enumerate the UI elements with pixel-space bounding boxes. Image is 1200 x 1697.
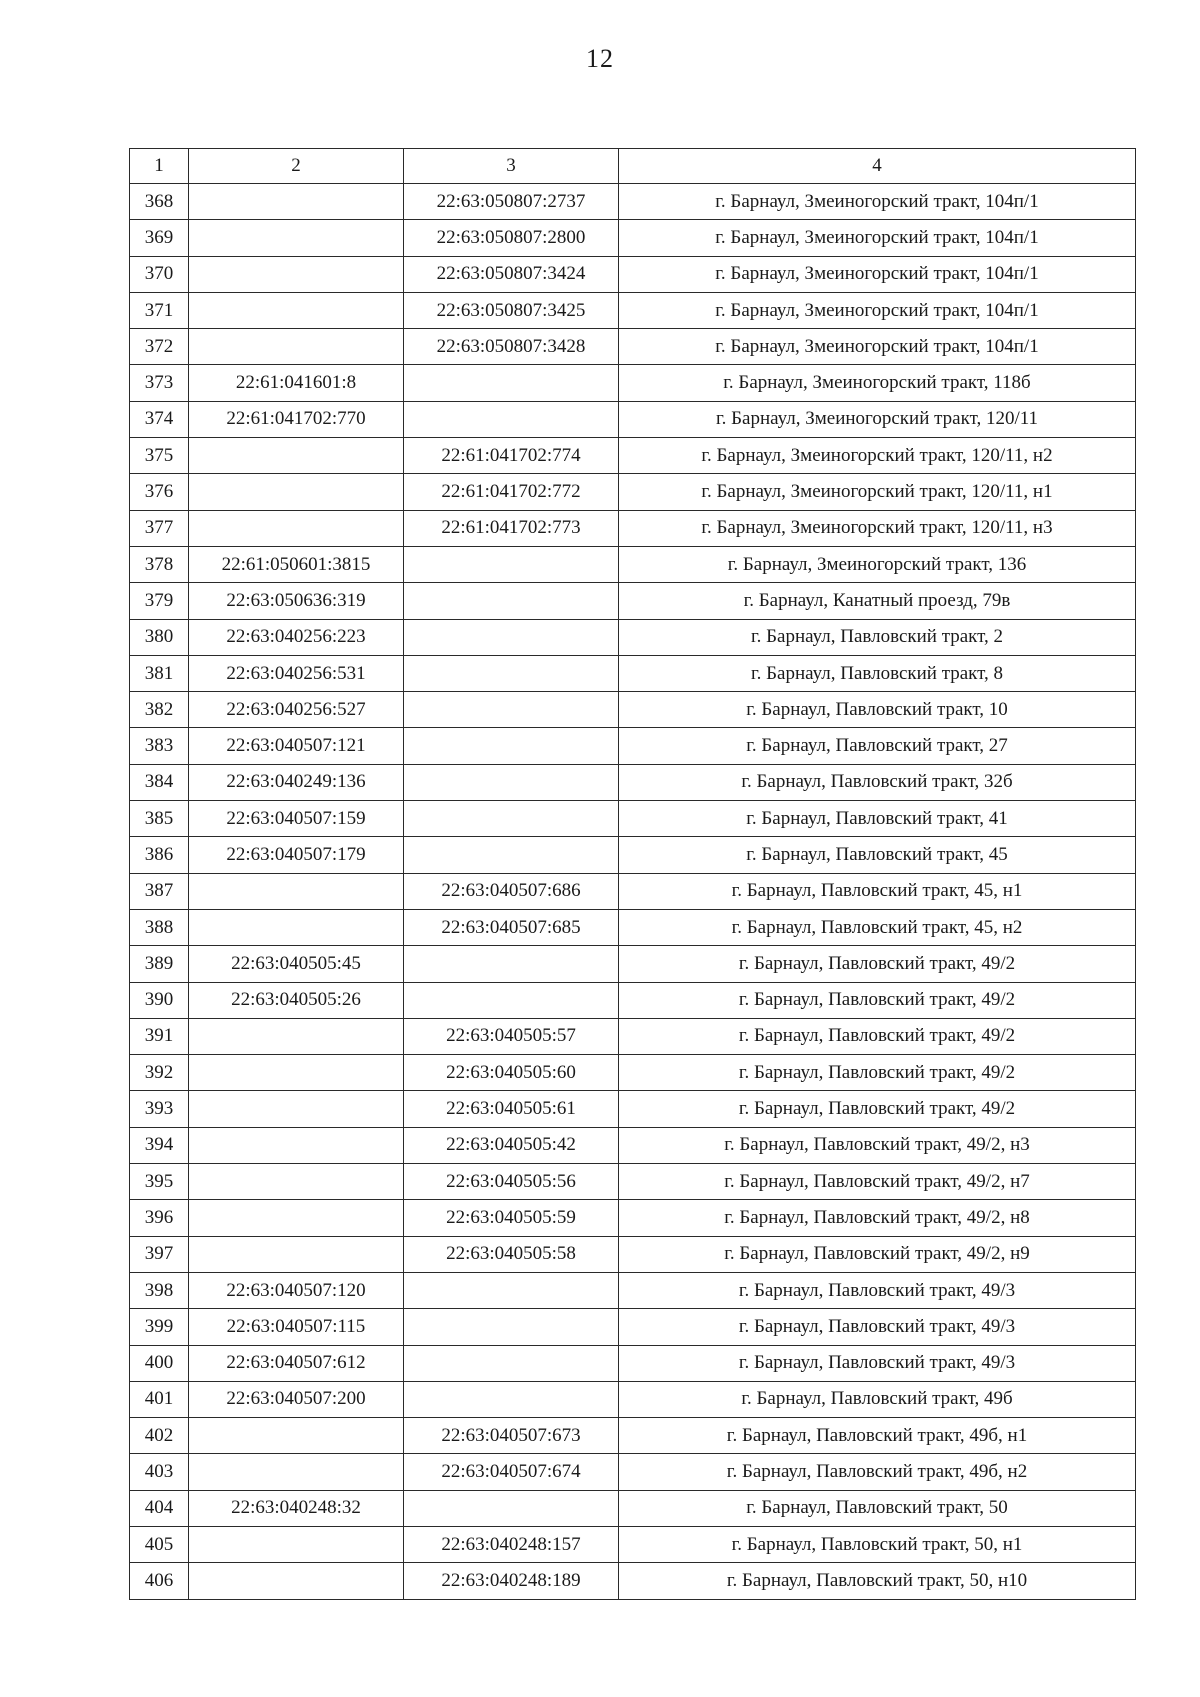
cadastral-number-object-cell: 22:63:040505:42	[404, 1127, 619, 1163]
table-row	[130, 619, 1136, 655]
row-number-cell: 398	[130, 1272, 189, 1308]
address-cell: г. Барнаул, Павловский тракт, 50, н1	[619, 1526, 1136, 1562]
table-row	[130, 728, 1136, 764]
row-number-cell: 390	[130, 982, 189, 1018]
cadastral-number-land-cell: 22:63:040256:223	[189, 619, 404, 655]
cadastral-number-land-cell	[189, 1164, 404, 1200]
cadastral-number-object-cell	[404, 692, 619, 728]
address-cell: г. Барнаул, Змеиногорский тракт, 120/11	[619, 401, 1136, 437]
row-number-cell: 404	[130, 1490, 189, 1526]
address-cell: г. Барнаул, Павловский тракт, 49/2	[619, 982, 1136, 1018]
row-number-cell: 403	[130, 1454, 189, 1490]
table-row	[130, 1164, 1136, 1200]
row-number-cell: 391	[130, 1018, 189, 1054]
row-number-cell: 372	[130, 329, 189, 365]
row-number-cell: 386	[130, 837, 189, 873]
row-number-cell: 371	[130, 292, 189, 328]
table-row	[130, 801, 1136, 837]
header-col-4: 4	[619, 149, 1136, 184]
cadastral-number-object-cell	[404, 1345, 619, 1381]
row-number-cell: 400	[130, 1345, 189, 1381]
address-cell: г. Барнаул, Павловский тракт, 49б, н2	[619, 1454, 1136, 1490]
table-row	[130, 220, 1136, 256]
cadastral-number-land-cell	[189, 1563, 404, 1599]
cadastral-number-land-cell: 22:63:040507:120	[189, 1272, 404, 1308]
address-cell: г. Барнаул, Змеиногорский тракт, 104п/1	[619, 184, 1136, 220]
cadastral-number-land-cell: 22:63:040249:136	[189, 764, 404, 800]
table-row	[130, 873, 1136, 909]
address-cell: г. Барнаул, Павловский тракт, 41	[619, 801, 1136, 837]
cadastral-number-object-cell: 22:63:040505:60	[404, 1055, 619, 1091]
cadastral-number-land-cell	[189, 220, 404, 256]
address-cell: г. Барнаул, Змеиногорский тракт, 136	[619, 546, 1136, 582]
page-number: 12	[586, 44, 614, 73]
table-row	[130, 474, 1136, 510]
cadastral-number-object-cell: 22:61:041702:772	[404, 474, 619, 510]
table-row	[130, 292, 1136, 328]
cadastral-number-object-cell: 22:61:041702:773	[404, 510, 619, 546]
cadastral-number-object-cell: 22:63:040248:157	[404, 1526, 619, 1562]
cadastral-number-land-cell: 22:61:041702:770	[189, 401, 404, 437]
cadastral-number-object-cell	[404, 946, 619, 982]
address-cell: г. Барнаул, Змеиногорский тракт, 120/11, н1	[619, 474, 1136, 510]
cadastral-number-land-cell	[189, 909, 404, 945]
table-row	[130, 1418, 1136, 1454]
cadastral-number-land-cell	[189, 184, 404, 220]
cadastral-number-object-cell: 22:63:040505:61	[404, 1091, 619, 1127]
row-number-cell: 369	[130, 220, 189, 256]
cadastral-number-object-cell	[404, 764, 619, 800]
cadastral-number-land-cell	[189, 1200, 404, 1236]
cadastral-number-object-cell	[404, 365, 619, 401]
cadastral-number-land-cell: 22:63:040256:531	[189, 655, 404, 691]
table-row	[130, 946, 1136, 982]
table-row	[130, 1200, 1136, 1236]
address-cell: г. Барнаул, Змеиногорский тракт, 120/11, н3	[619, 510, 1136, 546]
row-number-cell: 395	[130, 1164, 189, 1200]
row-number-cell: 384	[130, 764, 189, 800]
cadastral-number-land-cell	[189, 1127, 404, 1163]
table-row	[130, 982, 1136, 1018]
row-number-cell: 370	[130, 256, 189, 292]
table-row	[130, 837, 1136, 873]
table-row	[130, 909, 1136, 945]
cadastral-number-land-cell	[189, 438, 404, 474]
row-number-cell: 373	[130, 365, 189, 401]
header-col-2: 2	[189, 149, 404, 184]
address-cell: г. Барнаул, Змеиногорский тракт, 104п/1	[619, 329, 1136, 365]
address-cell: г. Барнаул, Змеиногорский тракт, 120/11, н2	[619, 438, 1136, 474]
address-cell: г. Барнаул, Павловский тракт, 45	[619, 837, 1136, 873]
cadastral-number-object-cell: 22:63:050807:3425	[404, 292, 619, 328]
cadastral-number-land-cell	[189, 474, 404, 510]
address-cell: г. Барнаул, Павловский тракт, 49/2	[619, 1018, 1136, 1054]
table-row	[130, 1127, 1136, 1163]
address-cell: г. Барнаул, Павловский тракт, 2	[619, 619, 1136, 655]
row-number-cell: 389	[130, 946, 189, 982]
cadastral-number-land-cell: 22:63:040256:527	[189, 692, 404, 728]
row-number-cell: 382	[130, 692, 189, 728]
address-cell: г. Барнаул, Павловский тракт, 49/3	[619, 1309, 1136, 1345]
cadastral-number-land-cell	[189, 1418, 404, 1454]
row-number-cell: 396	[130, 1200, 189, 1236]
cadastral-number-object-cell: 22:63:040505:56	[404, 1164, 619, 1200]
cadastral-number-land-cell: 22:61:050601:3815	[189, 546, 404, 582]
cadastral-number-object-cell	[404, 728, 619, 764]
cadastral-number-land-cell: 22:63:040507:612	[189, 1345, 404, 1381]
cadastral-number-land-cell: 22:63:040505:45	[189, 946, 404, 982]
cadastral-number-object-cell	[404, 982, 619, 1018]
row-number-cell: 380	[130, 619, 189, 655]
cadastral-number-object-cell: 22:63:050807:2737	[404, 184, 619, 220]
address-cell: г. Барнаул, Канатный проезд, 79в	[619, 583, 1136, 619]
cadastral-number-object-cell	[404, 837, 619, 873]
cadastral-number-object-cell: 22:63:040505:59	[404, 1200, 619, 1236]
row-number-cell: 374	[130, 401, 189, 437]
row-number-cell: 392	[130, 1055, 189, 1091]
address-cell: г. Барнаул, Павловский тракт, 8	[619, 655, 1136, 691]
table-row	[130, 1309, 1136, 1345]
cadastral-number-land-cell: 22:61:041601:8	[189, 365, 404, 401]
cadastral-number-land-cell	[189, 1055, 404, 1091]
cadastral-number-land-cell	[189, 1018, 404, 1054]
row-number-cell: 387	[130, 873, 189, 909]
address-cell: г. Барнаул, Павловский тракт, 50	[619, 1490, 1136, 1526]
address-cell: г. Барнаул, Павловский тракт, 49б, н1	[619, 1418, 1136, 1454]
row-number-cell: 402	[130, 1418, 189, 1454]
cadastral-number-land-cell	[189, 1236, 404, 1272]
registry-table	[129, 148, 1136, 1600]
cadastral-number-object-cell: 22:63:050807:2800	[404, 220, 619, 256]
cadastral-number-land-cell: 22:63:040507:115	[189, 1309, 404, 1345]
row-number-cell: 378	[130, 546, 189, 582]
cadastral-number-land-cell	[189, 256, 404, 292]
address-cell: г. Барнаул, Павловский тракт, 49б	[619, 1381, 1136, 1417]
cadastral-number-land-cell	[189, 510, 404, 546]
cadastral-number-object-cell: 22:63:050807:3428	[404, 329, 619, 365]
table-header	[130, 149, 1136, 184]
cadastral-number-object-cell: 22:63:040507:686	[404, 873, 619, 909]
row-number-cell: 406	[130, 1563, 189, 1599]
cadastral-number-object-cell: 22:63:050807:3424	[404, 256, 619, 292]
row-number-cell: 381	[130, 655, 189, 691]
table-row	[130, 329, 1136, 365]
address-cell: г. Барнаул, Павловский тракт, 49/3	[619, 1272, 1136, 1308]
table-row	[130, 1236, 1136, 1272]
row-number-cell: 377	[130, 510, 189, 546]
table-row	[130, 1454, 1136, 1490]
table-row	[130, 438, 1136, 474]
row-number-cell: 393	[130, 1091, 189, 1127]
table-row	[130, 1490, 1136, 1526]
cadastral-number-object-cell	[404, 546, 619, 582]
table-row	[130, 401, 1136, 437]
table-row	[130, 692, 1136, 728]
cadastral-number-object-cell	[404, 1490, 619, 1526]
table-row	[130, 546, 1136, 582]
cadastral-number-land-cell	[189, 292, 404, 328]
cadastral-number-object-cell	[404, 655, 619, 691]
cadastral-number-land-cell: 22:63:050636:319	[189, 583, 404, 619]
address-cell: г. Барнаул, Павловский тракт, 50, н10	[619, 1563, 1136, 1599]
table-row	[130, 764, 1136, 800]
cadastral-number-object-cell: 22:63:040505:57	[404, 1018, 619, 1054]
cadastral-number-land-cell: 22:63:040507:159	[189, 801, 404, 837]
header-row	[130, 149, 1136, 184]
row-number-cell: 375	[130, 438, 189, 474]
cadastral-number-object-cell: 22:61:041702:774	[404, 438, 619, 474]
row-number-cell: 379	[130, 583, 189, 619]
address-cell: г. Барнаул, Павловский тракт, 49/3	[619, 1345, 1136, 1381]
cadastral-number-land-cell: 22:63:040507:121	[189, 728, 404, 764]
table-row	[130, 1091, 1136, 1127]
table-row	[130, 256, 1136, 292]
table-row	[130, 1055, 1136, 1091]
cadastral-number-object-cell: 22:63:040507:685	[404, 909, 619, 945]
cadastral-number-land-cell	[189, 873, 404, 909]
address-cell: г. Барнаул, Павловский тракт, 32б	[619, 764, 1136, 800]
cadastral-number-object-cell	[404, 401, 619, 437]
table-row	[130, 184, 1136, 220]
cadastral-number-land-cell	[189, 1454, 404, 1490]
cadastral-number-object-cell	[404, 583, 619, 619]
cadastral-number-land-cell: 22:63:040507:200	[189, 1381, 404, 1417]
address-cell: г. Барнаул, Павловский тракт, 27	[619, 728, 1136, 764]
table-row	[130, 1526, 1136, 1562]
table-row	[130, 1381, 1136, 1417]
row-number-cell: 401	[130, 1381, 189, 1417]
address-cell: г. Барнаул, Павловский тракт, 10	[619, 692, 1136, 728]
cadastral-number-object-cell: 22:63:040507:674	[404, 1454, 619, 1490]
address-cell: г. Барнаул, Павловский тракт, 49/2, н3	[619, 1127, 1136, 1163]
address-cell: г. Барнаул, Павловский тракт, 49/2	[619, 1055, 1136, 1091]
table-body	[130, 184, 1136, 1600]
cadastral-number-object-cell: 22:63:040248:189	[404, 1563, 619, 1599]
table-row	[130, 655, 1136, 691]
address-cell: г. Барнаул, Змеиногорский тракт, 104п/1	[619, 220, 1136, 256]
address-cell: г. Барнаул, Змеиногорский тракт, 118б	[619, 365, 1136, 401]
row-number-cell: 394	[130, 1127, 189, 1163]
row-number-cell: 383	[130, 728, 189, 764]
cadastral-number-object-cell: 22:63:040505:58	[404, 1236, 619, 1272]
address-cell: г. Барнаул, Павловский тракт, 45, н1	[619, 873, 1136, 909]
address-cell: г. Барнаул, Павловский тракт, 49/2	[619, 1091, 1136, 1127]
header-col-1: 1	[130, 149, 189, 184]
address-cell: г. Барнаул, Павловский тракт, 49/2, н9	[619, 1236, 1136, 1272]
table-row	[130, 583, 1136, 619]
cadastral-number-object-cell	[404, 619, 619, 655]
row-number-cell: 368	[130, 184, 189, 220]
cadastral-number-object-cell	[404, 1272, 619, 1308]
table-row	[130, 510, 1136, 546]
row-number-cell: 388	[130, 909, 189, 945]
address-cell: г. Барнаул, Павловский тракт, 49/2	[619, 946, 1136, 982]
row-number-cell: 397	[130, 1236, 189, 1272]
address-cell: г. Барнаул, Павловский тракт, 49/2, н8	[619, 1200, 1136, 1236]
table-row	[130, 1272, 1136, 1308]
table-row	[130, 365, 1136, 401]
row-number-cell: 405	[130, 1526, 189, 1562]
address-cell: г. Барнаул, Змеиногорский тракт, 104п/1	[619, 292, 1136, 328]
cadastral-number-land-cell: 22:63:040248:32	[189, 1490, 404, 1526]
table-row	[130, 1345, 1136, 1381]
address-cell: г. Барнаул, Павловский тракт, 45, н2	[619, 909, 1136, 945]
cadastral-number-land-cell: 22:63:040507:179	[189, 837, 404, 873]
table-row	[130, 1018, 1136, 1054]
row-number-cell: 385	[130, 801, 189, 837]
row-number-cell: 399	[130, 1309, 189, 1345]
address-cell: г. Барнаул, Павловский тракт, 49/2, н7	[619, 1164, 1136, 1200]
row-number-cell: 376	[130, 474, 189, 510]
address-cell: г. Барнаул, Змеиногорский тракт, 104п/1	[619, 256, 1136, 292]
cadastral-number-object-cell	[404, 1381, 619, 1417]
header-col-3: 3	[404, 149, 619, 184]
cadastral-number-land-cell: 22:63:040505:26	[189, 982, 404, 1018]
cadastral-number-object-cell: 22:63:040507:673	[404, 1418, 619, 1454]
cadastral-number-land-cell	[189, 1526, 404, 1562]
table-row	[130, 1563, 1136, 1599]
cadastral-number-object-cell	[404, 1309, 619, 1345]
cadastral-number-land-cell	[189, 329, 404, 365]
cadastral-number-object-cell	[404, 801, 619, 837]
cadastral-number-land-cell	[189, 1091, 404, 1127]
